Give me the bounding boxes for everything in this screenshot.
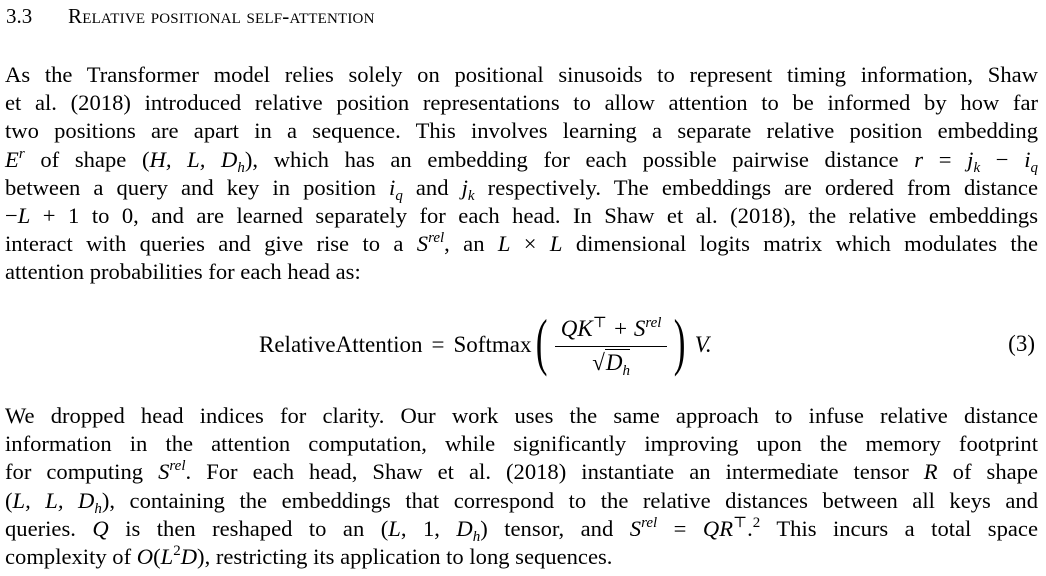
section-title: Relative positional self-attention — [68, 4, 375, 28]
text-line: As the Transformer model relies solely on positional sinusoids to represent timing information, Shaw — [5, 62, 1038, 87]
paragraph-method — [5, 402, 1038, 571]
text-line: complexity of $O(L^2D)$, restricting its application to long sequences. — [5, 543, 613, 570]
text-line: We dropped head indices for clarity. Our work uses the same approach to infuse relative distance — [5, 403, 1038, 428]
text-line: $E^r$ of shape (H, L, $D_h$), which has an embedding for each possible pairwise distance $r = j_k - i_q$ — [5, 145, 1038, 176]
text-line: interact with queries and give rise to a $S^{rel}$, an L × L dimensional logits matrix which modulates the — [5, 230, 1038, 257]
equation-body — [259, 305, 712, 385]
equation-number: (3) — [1008, 331, 1035, 356]
fraction-denominator: $√D_h$ — [592, 349, 630, 379]
text-line: between a query and key in position $i_q$ and $j_k$ respectively. The embeddings are ordered from distance — [5, 174, 1038, 204]
section-number: 3.3 — [6, 4, 33, 28]
equation-3 — [0, 305, 1046, 385]
equation-function: Softmax — [453, 332, 532, 357]
equation-tail: V. — [694, 332, 712, 357]
paragraph-intro — [5, 61, 1038, 287]
equation-equals: = — [431, 332, 445, 357]
text-line: queries. Q is then reshaped to an (L, 1, $D_h$) tensor, and $S^{rel} = QR^⊤.^2$ This incurs a total space — [5, 514, 1038, 545]
right-paren: ) — [674, 306, 686, 377]
footnote-mark: 2 — [752, 514, 761, 531]
text-line: attention probabilities for each head as: — [5, 259, 361, 285]
text-line: −L + 1 to 0, and are learned separately for each head. In Shaw et al. (2018), the relative embeddings — [5, 203, 1039, 229]
equation-fraction — [555, 314, 668, 377]
equation-lhs: RelativeAttention — [259, 332, 423, 357]
fraction-numerator: $QK^⊤ + S^{rel}$ — [555, 314, 668, 347]
text-line: (L, L, $D_h$), containing the embeddings that correspond to the relative distances between all keys and — [5, 487, 1038, 517]
text-line: et al. (2018) introduced relative position representations to allow attention to be informed by how far — [5, 90, 1038, 116]
text-line: two positions are apart in a sequence. This involves learning a separate relative position embedding — [5, 118, 1038, 144]
text-line: information in the attention computation, while significantly improving upon the memory footprint — [5, 431, 1038, 457]
text-line: for computing $S^{rel}$. For each head, Shaw et al. (2018) instantiate an intermediate tensor R of shape — [5, 458, 1038, 485]
section-heading — [6, 2, 375, 30]
left-paren: ( — [536, 306, 548, 377]
